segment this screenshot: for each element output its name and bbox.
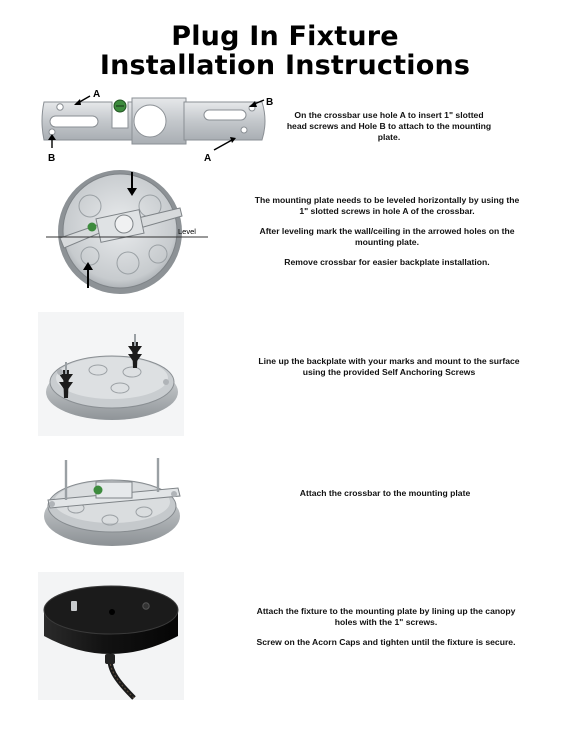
mounting-plate-level-photo	[40, 168, 210, 296]
crossbar-photo	[38, 88, 274, 168]
fixture-canopy-photo	[38, 572, 184, 700]
step-2-paragraph-2: After leveling mark the wall/ceiling in the arrowed holes on the mounting plate.	[259, 226, 515, 247]
page-title	[0, 22, 570, 80]
step-1-text	[286, 110, 492, 143]
title-line-2: Installation Instructions	[99, 50, 471, 81]
label-hole-b-right: B	[266, 97, 274, 108]
crossbar-attached-photo	[40, 450, 186, 554]
step-5-paragraph-2: Screw on the Acorn Caps and tighten until the fixture is secure.	[256, 637, 516, 647]
backplate-screws-photo	[38, 312, 184, 436]
step-2-paragraph-3: Remove crossbar for easier backplate installation.	[284, 257, 490, 267]
label-hole-a-bottom: A	[204, 153, 212, 164]
step-4-text	[254, 488, 516, 499]
step-4-paragraph-1: Attach the crossbar to the mounting plate	[299, 488, 471, 498]
label-hole-b-left: B	[48, 153, 56, 164]
label-hole-a-top: A	[93, 89, 101, 100]
step-5-paragraph-1: Attach the fixture to the mounting plate by lining up the canopy holes with the 1" screws.	[256, 606, 516, 627]
step-2-text	[250, 195, 524, 268]
level-label: Level	[178, 227, 196, 236]
step-2-paragraph-1: The mounting plate needs to be leveled horizontally by using the 1" slotted screws in hole A of the crossbar.	[254, 195, 520, 216]
step-5-text	[248, 606, 524, 648]
step-1-paragraph-1: On the crossbar use hole A to insert 1" slotted head screws and Hole B to attach to the mounting plate.	[286, 110, 492, 142]
step-3-paragraph-1: Line up the backplate with your marks and mount to the surface using the provided Self Anchoring Screws	[258, 356, 520, 377]
step-3-text	[252, 356, 526, 378]
title-line-1: Plug In Fixture	[171, 21, 399, 52]
